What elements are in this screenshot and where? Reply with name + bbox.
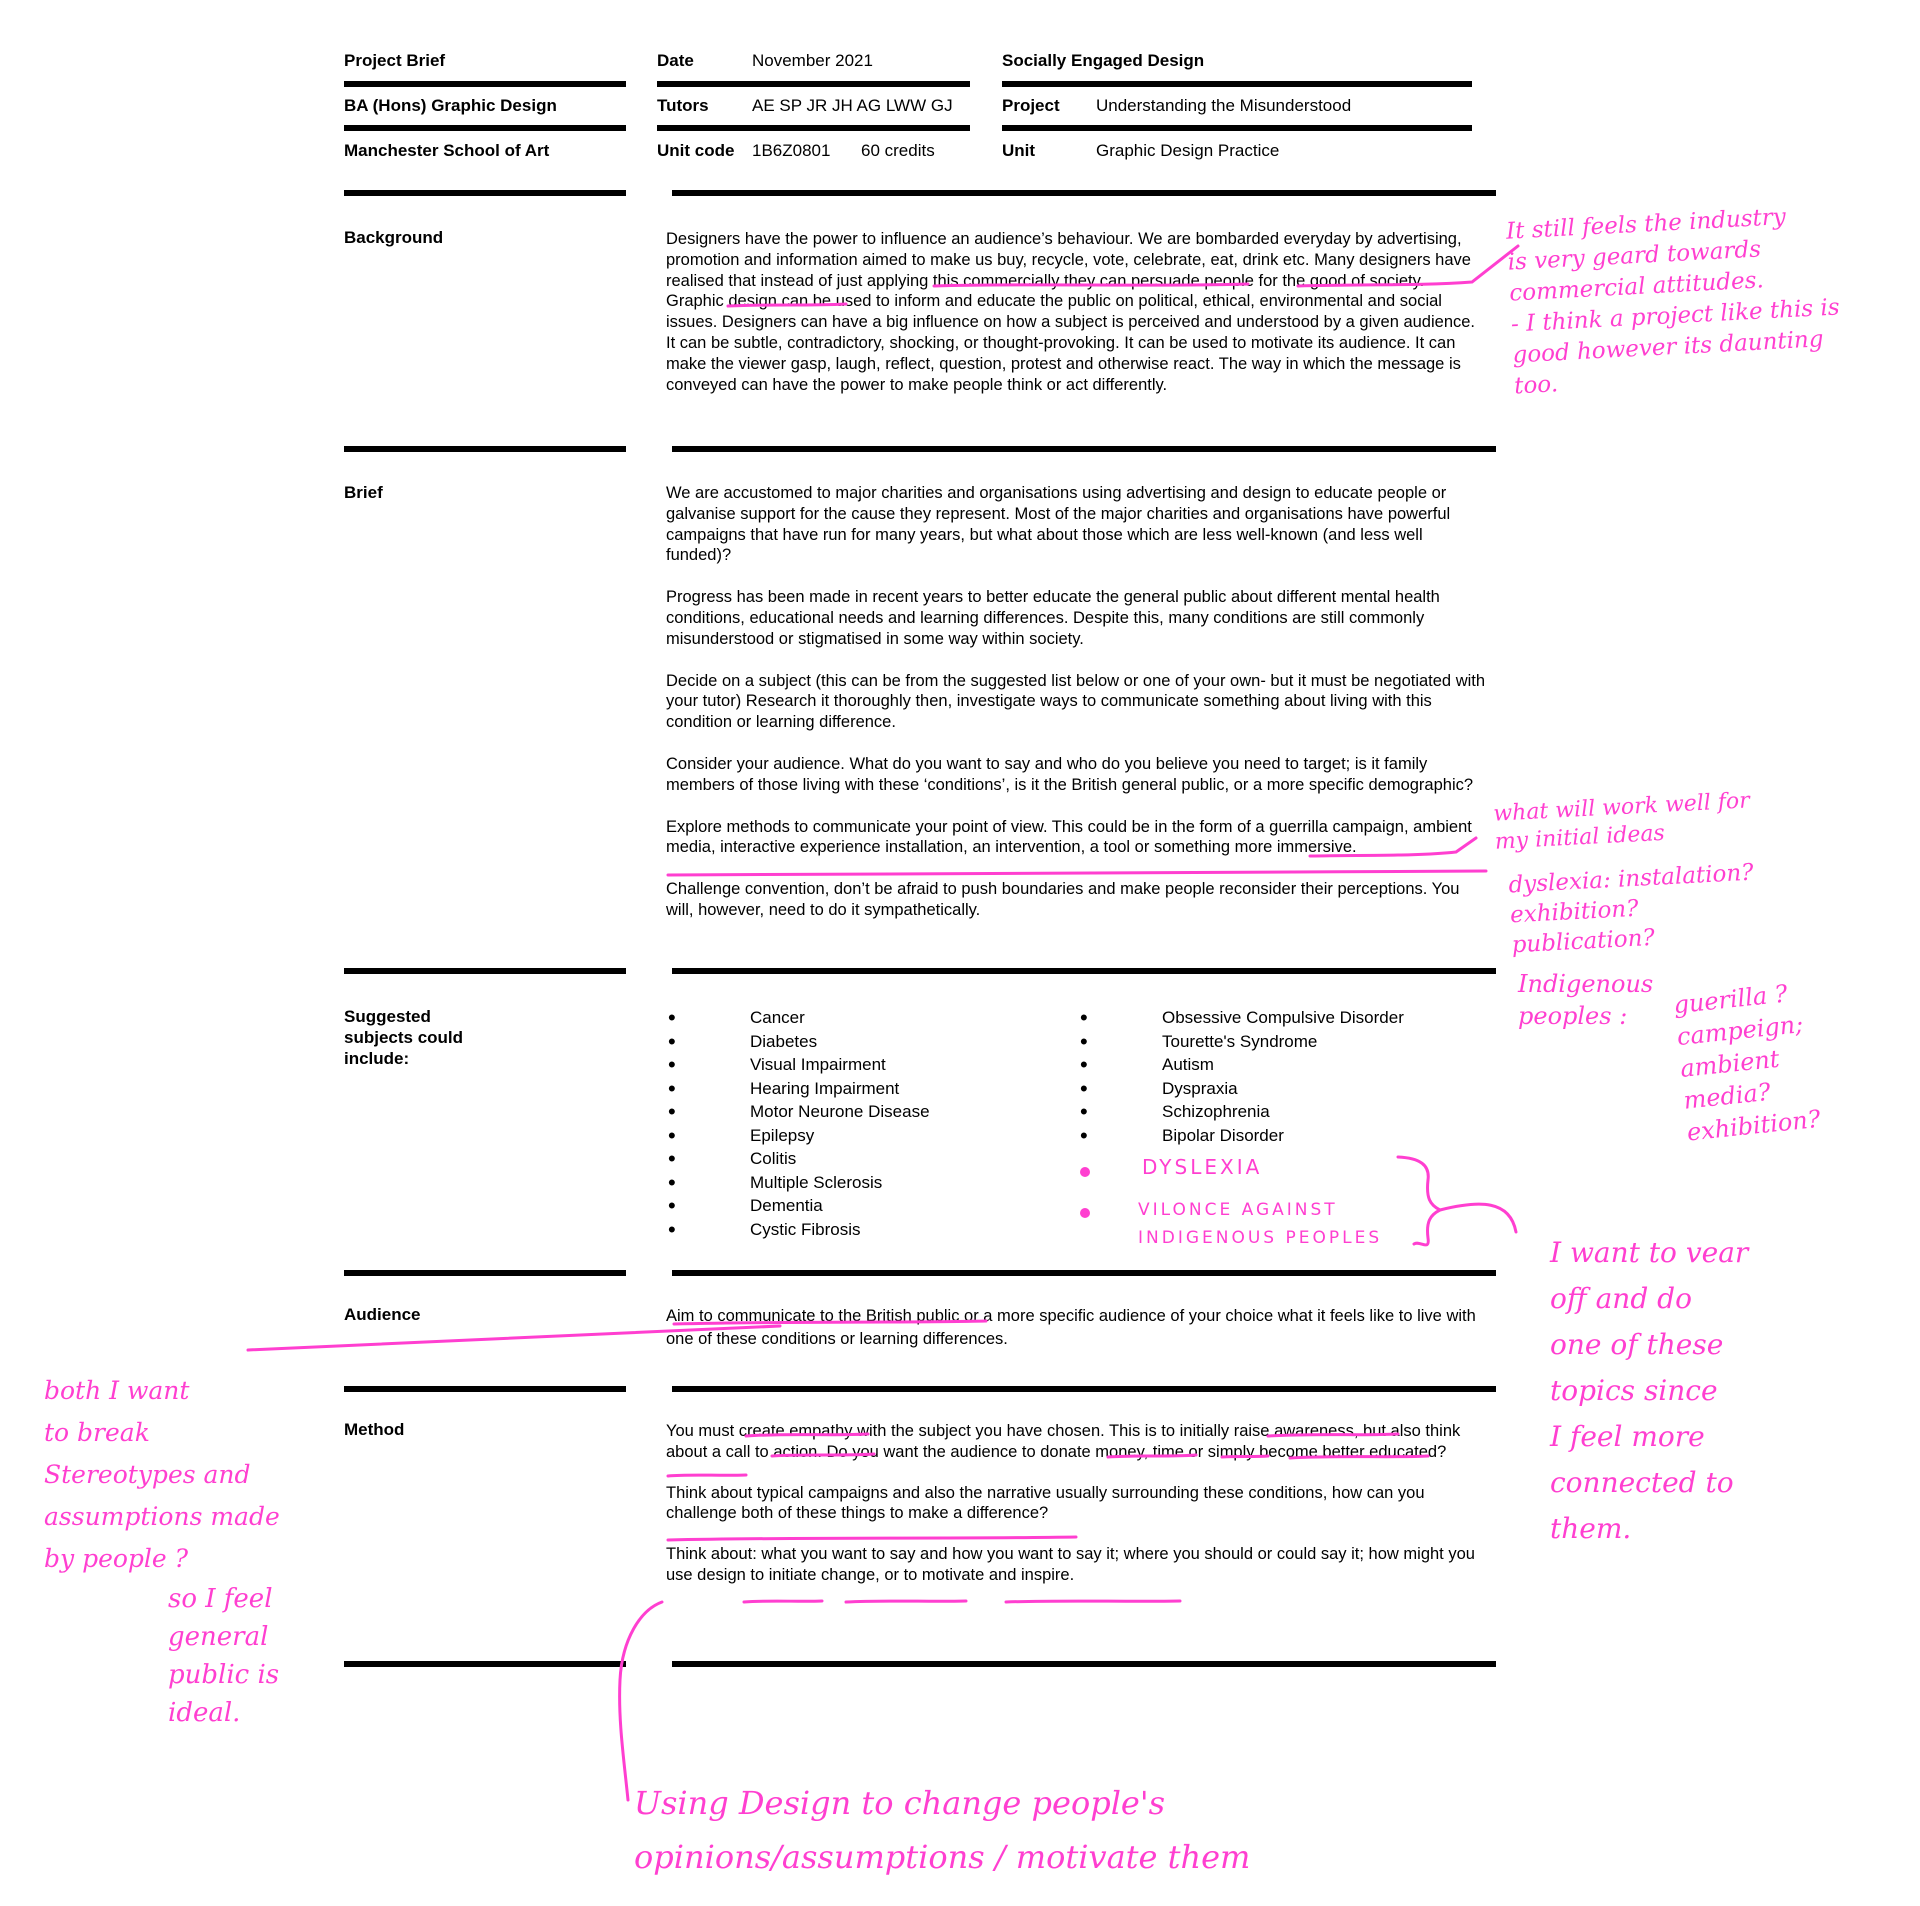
industry-note: It still feels the industry is very geard towards commercial attitudes. - I think a project like this is good however its daunting too.: [1505, 204, 1841, 400]
method-paragraph: Think about: what you want to say and how you want to say it; where you should or could say it; how might you use design to initiate change, or to motivate and inspire.: [666, 1545, 1475, 1584]
course-name: BA (Hons) Graphic Design: [344, 96, 557, 115]
date-value: November 2021: [752, 51, 873, 70]
added-bullet: [1080, 1208, 1090, 1218]
brief-paragraph: Consider your audience. What do you want to say and who do you believe you need to target; is it family members of those living with these ‘conditions’, is it the British general public, or a more specific demographic?: [666, 754, 1474, 794]
list-item: • Dementia: [670, 1194, 930, 1218]
underline-mark: [1268, 1434, 1398, 1436]
underline-mark: [934, 284, 1248, 286]
unit-code-label: Unit code: [657, 141, 735, 160]
audience-label: Audience: [344, 1305, 421, 1324]
connector-line: [1440, 1204, 1516, 1232]
topics-note: I want to vear off and do one of these topics since I feel more connected to them.: [1550, 1236, 1749, 1545]
background-paragraph: Designers have the power to influence an audience’s behaviour. We are bombarded everyday by advertising, promotion and information aimed to make us buy, recycle, vote, celebrate, eat, drink etc. Many designers have realised that instead of just applying this commercially they can persuade people for the good of society. Graphic design can be used to inform and educate the public on political, ethical, environmental and social issues. Designers can have a big influence on how a subject is perceived and understood by a given audience. It can be subtle, contradictory, shocking, or thought-provoking. It can be used to motivate its audience. It can make the viewer gasp, laugh, reflect, question, protest and otherwise react. The way in which the message is conveyed can have the power to make people think or act differently.: [666, 230, 1476, 394]
list-item: • Obsessive Compulsive Disorder: [1082, 1006, 1404, 1030]
brace-mark: [1398, 1157, 1440, 1245]
method-paragraph: Think about typical campaigns and also the narrative usually surrounding these conditions, how can you challenge both of these things to make a difference?: [666, 1483, 1425, 1523]
added-subject-dyslexia: DYSLEXIA: [1142, 1155, 1263, 1179]
project-value: Understanding the Misunderstood: [1096, 96, 1352, 115]
brief-paragraph: Progress has been made in recent years to better educate the general public about different mental health conditions, educational needs and learning differences. Despite this, many conditions are still commonly misunderstood or stigmatised in some way within society.: [666, 588, 1440, 648]
indigenous-label: Indigenous peoples :: [1518, 970, 1654, 1030]
list-item: • Diabetes: [670, 1030, 930, 1054]
method-label: Method: [344, 1420, 405, 1439]
list-item: • Tourette's Syndrome: [1082, 1030, 1404, 1054]
underline-mark: [1006, 1601, 1180, 1602]
tutors-value: AE SP JR JH AG LWW GJ: [752, 96, 953, 115]
underline-mark: [1310, 838, 1476, 856]
list-item: • Visual Impairment: [670, 1053, 930, 1077]
list-item: • Hearing Impairment: [670, 1077, 930, 1101]
date-label: Date: [657, 51, 694, 70]
school-name: Manchester School of Art: [344, 141, 550, 160]
underline-mark: [674, 1321, 986, 1324]
list-item: • Multiple Sclerosis: [670, 1171, 930, 1195]
underline-mark: [1298, 246, 1518, 286]
underline-mark: [668, 1537, 1076, 1540]
underline-mark: [746, 1434, 868, 1436]
brief-paragraph: We are accustomed to major charities and organisations using advertising and design to educate people or galvanise support for the cause they represent. Most of the major charities and organisations have powerful campaigns that have run for many years, but what about those which are less well-known (and less well funded)?: [666, 484, 1451, 565]
credits-value: 60 credits: [861, 141, 935, 160]
list-item: • Cystic Fibrosis: [670, 1218, 930, 1242]
background-label: Background: [344, 228, 444, 247]
added-bullet: [1080, 1167, 1090, 1177]
dyslexia-note: dyslexia: instalation? exhibition? publication?: [1507, 859, 1755, 959]
brief-label: Brief: [344, 483, 383, 502]
underline-mark: [744, 1601, 822, 1602]
module-title: Socially Engaged Design: [1002, 51, 1205, 70]
unit-label: Unit: [1002, 141, 1036, 160]
project-brief-title: Project Brief: [344, 51, 446, 70]
underline-mark: [1108, 1455, 1196, 1457]
connector-line: [620, 1602, 662, 1800]
audience-paragraph: Aim to communicate to the British public or a more specific audience of your choice what it feels like to live with one of these conditions or learning differences.: [666, 1307, 1476, 1348]
tutors-label: Tutors: [657, 96, 709, 115]
list-item: • Bipolar Disorder: [1082, 1124, 1404, 1148]
subjects-label: Suggested subjects could include:: [344, 1007, 464, 1068]
underline-mark: [846, 1601, 966, 1602]
indigenous-note: guerilla ? campeign; ambient media? exhibition?: [1672, 979, 1822, 1147]
list-item: • Schizophrenia: [1082, 1100, 1404, 1124]
public-note: so I feel general public is ideal.: [168, 1584, 280, 1728]
design-note: Using Design to change people's opinions/assumptions / motivate them: [634, 1784, 1251, 1876]
underline-mark: [772, 1454, 874, 1456]
project-label: Project: [1002, 96, 1060, 115]
unit-value: Graphic Design Practice: [1096, 141, 1280, 160]
list-item: • Dyspraxia: [1082, 1077, 1404, 1101]
brief-paragraph: Explore methods to communicate your point of view. This could be in the form of a guerrilla campaign, ambient media, interactive experience installation, an intervention, a tool or something more immersive.: [666, 817, 1472, 857]
connector-line: [248, 1326, 780, 1350]
underline-mark: [1222, 1456, 1268, 1457]
unit-code-value: 1B6Z0801: [752, 141, 831, 160]
underline-mark: [668, 871, 1486, 875]
list-item: • Epilepsy: [670, 1124, 930, 1148]
list-item: • Colitis: [670, 1147, 930, 1171]
added-subject-indigenous: VILONCE AGAINST INDIGENOUS PEOPLES: [1138, 1200, 1383, 1248]
underline-mark: [728, 304, 846, 306]
brief-paragraph: Challenge convention, don’t be afraid to push boundaries and make people reconsider their perceptions. You will, however, need to do it sympathetically.: [666, 880, 1460, 919]
underline-mark: [1290, 1456, 1428, 1458]
underline-mark: [668, 1475, 746, 1476]
brief-paragraph: Decide on a subject (this can be from the suggested list below or one of your own- but it must be negotiated with your tutor) Research it thoroughly then, investigate ways to communicate something about living with this condition or learning difference.: [666, 671, 1486, 732]
methods-note: what will work well for my initial ideas: [1492, 788, 1751, 855]
list-item: • Autism: [1082, 1053, 1404, 1077]
method-paragraph: You must create empathy with the subject you have chosen. This is to initially raise awareness, but also think about a call to action. Do you want the audience to donate money, time or simply become better educated?: [666, 1422, 1461, 1461]
list-item: • Cancer: [670, 1006, 930, 1030]
stereotypes-note: both I want to break Stereotypes and assumptions made by people ?: [44, 1376, 280, 1573]
list-item: • Motor Neurone Disease: [670, 1100, 930, 1124]
